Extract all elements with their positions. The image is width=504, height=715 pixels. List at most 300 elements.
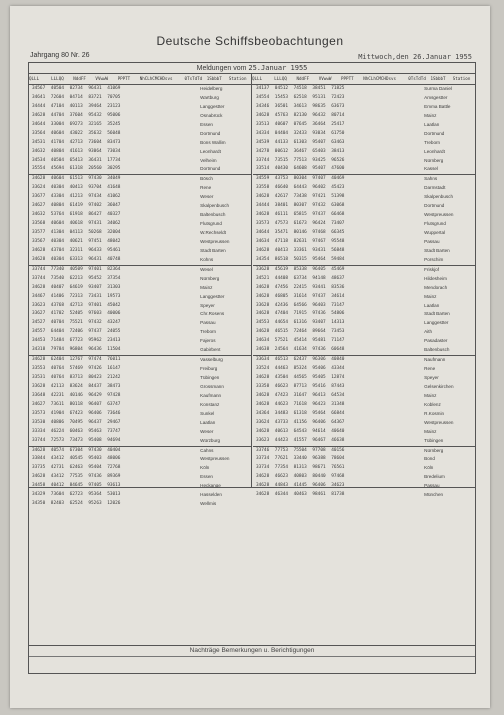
data-cell [161, 94, 180, 103]
data-cell [123, 284, 142, 293]
data-cell: 11504 [107, 347, 121, 353]
data-cell [385, 220, 404, 229]
data-cell: 34628 [256, 375, 270, 380]
data-cell: 46515 [274, 329, 289, 335]
data-cell: 50315 [293, 256, 307, 262]
data-cell: 96424 [312, 221, 326, 227]
station-name: Skalpenbusch [424, 194, 454, 200]
data-cell: 34628 [256, 284, 270, 290]
data-cell: 93425 [312, 157, 326, 163]
data-cell [403, 157, 422, 166]
data-cell [347, 284, 366, 293]
station-name: Emma Battle [424, 103, 451, 109]
data-cell [161, 491, 180, 500]
data-cell: 85338 [293, 266, 307, 272]
data-cell [385, 473, 404, 482]
data-cell: 70705 [107, 94, 121, 100]
data-cell: 34627 [32, 401, 46, 407]
data-cell: 33734 [256, 456, 270, 462]
data-cell: 40604 [50, 176, 65, 182]
data-cell: 36464 [312, 121, 326, 127]
data-cell [179, 464, 198, 473]
data-cell: 73473 [69, 437, 83, 443]
data-cell: 47404 [274, 311, 289, 317]
data-cell: 41069 [107, 86, 121, 91]
station-name: Westpreussen [424, 212, 454, 218]
data-cell [179, 94, 198, 103]
data-cell: 40618 [69, 221, 83, 227]
data-cell [123, 266, 142, 275]
data-cell: 34531 [32, 139, 46, 145]
data-cell [385, 419, 404, 428]
data-cell: 57469 [69, 366, 83, 372]
data-cell: 33735 [32, 465, 46, 471]
data-cell [179, 165, 198, 174]
data-cell [403, 337, 422, 346]
data-cell: 63068 [331, 203, 345, 209]
station-name: Dortmund [424, 130, 445, 136]
station-name: Passau [200, 320, 216, 326]
data-cell [123, 346, 142, 355]
station-name: Flutsgrund [200, 221, 222, 227]
station-name: Stadt Barten [200, 247, 226, 253]
data-cell [403, 419, 422, 428]
data-cell: 34554 [256, 94, 270, 100]
data-cell: 87443 [331, 383, 345, 389]
data-cell [123, 447, 142, 456]
data-cell: 83721 [88, 94, 102, 100]
data-cell: 96407 [88, 401, 102, 407]
data-cell: 83713 [69, 375, 83, 380]
data-cell: 62723 [69, 492, 83, 498]
data-cell [161, 346, 180, 355]
table-row [253, 229, 475, 238]
table-row [253, 211, 475, 220]
data-cell: 47600 [331, 166, 345, 172]
data-cell: 94148 [312, 275, 326, 281]
data-cell [142, 121, 161, 130]
table-row [253, 112, 475, 121]
station-name: Naufmann [424, 357, 446, 363]
data-cell [347, 238, 366, 247]
data-cell: 32433 [293, 130, 307, 136]
data-cell: 34628 [256, 194, 270, 200]
data-cell: 33624 [32, 185, 46, 191]
data-cell: 59484 [331, 256, 345, 262]
table-row [29, 383, 251, 392]
data-cell: 41904 [50, 410, 65, 416]
data-cell [142, 184, 161, 193]
data-cell: 75504 [293, 447, 307, 453]
data-cell: 34628 [256, 247, 270, 253]
column-header: VVwwW [95, 76, 109, 81]
data-cell: 46513 [274, 357, 289, 363]
data-cell: 43344 [331, 366, 345, 372]
station-name: Gabirbent [200, 347, 221, 353]
data-cell: 33844 [32, 456, 46, 462]
data-cell [403, 428, 422, 437]
data-cell: 12026 [107, 501, 121, 507]
data-cell [385, 383, 404, 392]
data-cell [366, 165, 385, 174]
data-cell [366, 428, 385, 437]
data-cell [179, 346, 198, 355]
data-cell [385, 392, 404, 401]
data-cell [179, 275, 198, 284]
data-cell [366, 392, 385, 401]
data-cell: 82130 [293, 112, 307, 118]
data-cell [385, 310, 404, 319]
data-cell: 96429 [88, 392, 102, 398]
data-cell [161, 337, 180, 346]
data-cell: 31348 [331, 401, 345, 407]
data-cell: 96403 [312, 302, 326, 308]
station-name: Grossmann [200, 383, 224, 389]
data-cell: 34613 [293, 103, 307, 109]
data-cell: 62213 [69, 275, 83, 281]
data-cell [161, 148, 180, 157]
data-cell [142, 473, 161, 482]
data-cell: 95407 [312, 139, 326, 145]
data-cell [123, 302, 142, 311]
station-name: Laatlan [424, 121, 440, 127]
data-cell: 34350 [32, 501, 46, 507]
station-name: Westpreussen [424, 419, 454, 425]
data-cell [385, 428, 404, 437]
data-cell: 96388 [312, 456, 326, 462]
data-cell [123, 374, 142, 383]
data-cell: 41634 [293, 347, 307, 353]
data-cell [385, 85, 404, 94]
data-cell [161, 184, 180, 193]
data-cell [161, 428, 180, 437]
station-name: Passau [424, 483, 440, 489]
station-name: Rene [200, 185, 212, 191]
data-cell: 46623 [274, 474, 289, 480]
data-cell: 34634 [256, 238, 270, 244]
data-cell: 66844 [331, 410, 345, 416]
station-name: Amsgestter [424, 94, 448, 100]
data-cell: 40621 [69, 238, 83, 244]
data-cell [403, 310, 422, 319]
column-header: Dsvs [162, 76, 173, 81]
data-cell: 96431 [88, 86, 102, 91]
table-row [29, 464, 251, 473]
data-cell [366, 157, 385, 166]
data-cell: 72406 [69, 329, 83, 335]
data-cell: 93613 [107, 483, 121, 489]
table-row [29, 346, 251, 355]
data-cell [403, 229, 422, 238]
data-cell [179, 247, 198, 256]
data-cell: 73604 [88, 139, 102, 145]
table-row [253, 256, 475, 265]
data-cell: 54806 [331, 311, 345, 317]
station-name: Heidelberg [200, 86, 223, 91]
data-cell: 33623 [256, 437, 270, 443]
data-cell: 65403 [312, 148, 326, 154]
data-cell [161, 266, 180, 275]
data-cell: 80307 [293, 203, 307, 209]
data-cell [161, 455, 180, 464]
data-cell: 40764 [50, 366, 65, 372]
station-name: Vasselburg [200, 357, 223, 363]
data-cell: 80304 [293, 176, 307, 182]
station-name: Sunkel [200, 410, 215, 416]
data-cell [161, 256, 180, 265]
table-row [29, 202, 251, 211]
table-row [253, 284, 475, 293]
data-cell [403, 275, 422, 284]
data-cell: 40840 [331, 357, 345, 363]
data-cell [403, 184, 422, 193]
data-cell [347, 184, 366, 193]
data-cell: 64534 [331, 392, 345, 398]
data-cell [179, 121, 198, 130]
data-cell: 51398 [331, 194, 345, 200]
data-cell: 40803 [293, 474, 307, 480]
data-cell: 33564 [32, 130, 46, 136]
table-row [29, 310, 251, 319]
table-row [253, 473, 475, 482]
data-cell [142, 266, 161, 275]
station-name: Nürnberg [200, 275, 220, 281]
data-cell: 42436 [274, 302, 289, 308]
data-cell: 98461 [312, 492, 326, 498]
table-row [29, 148, 251, 157]
data-cell: 34467 [32, 293, 46, 299]
data-cell: 22415 [293, 284, 307, 290]
data-cell [161, 165, 180, 174]
data-cell [385, 401, 404, 410]
table-row [253, 346, 475, 355]
station-name: Mainz [424, 293, 437, 299]
data-cell: 45414 [293, 338, 307, 344]
data-cell: 43504 [274, 375, 289, 380]
page-title: Deutsche Schiffsbeobachtungen [156, 34, 344, 48]
data-cell: 43022 [69, 130, 83, 136]
data-cell: 33624 [256, 419, 270, 425]
table-bottom-rule [29, 487, 475, 488]
data-cell: 96406 [312, 483, 326, 489]
table-row [29, 247, 251, 256]
station-name: Treborn [200, 329, 217, 335]
station-name: Leonhardt [424, 148, 445, 154]
table-row [253, 455, 475, 464]
data-cell: 33628 [32, 383, 46, 389]
data-cell: 64367 [331, 419, 345, 425]
station-name: Baltenbusch [200, 212, 226, 218]
data-cell [142, 284, 161, 293]
data-cell: 29467 [107, 419, 121, 425]
data-cell: 33734 [256, 465, 270, 471]
data-cell: 33334 [32, 428, 46, 434]
data-cell: 34644 [32, 121, 46, 127]
data-cell [142, 455, 161, 464]
data-cell [123, 157, 142, 166]
data-cell [385, 437, 404, 446]
data-cell: 45469 [331, 266, 345, 272]
data-cell [161, 121, 180, 130]
data-cell: 07645 [293, 121, 307, 127]
data-cell [123, 256, 142, 265]
station-name: München [424, 492, 444, 498]
data-cell [161, 419, 180, 428]
data-cell: 45694 [50, 166, 65, 172]
data-cell: 97437 [312, 293, 326, 299]
data-cell [347, 319, 366, 328]
data-cell [366, 473, 385, 482]
data-cell: 82403 [50, 501, 65, 507]
data-cell: 97434 [88, 194, 102, 200]
data-cell: 44423 [274, 437, 289, 443]
data-cell [142, 328, 161, 337]
station-name: Mendorach [424, 284, 448, 290]
data-cell: 95408 [88, 437, 102, 443]
data-cell: 74518 [293, 86, 307, 91]
data-cell [403, 130, 422, 139]
station-name: R.Kosmin [424, 410, 445, 416]
table-row [253, 202, 475, 211]
table-row [29, 374, 251, 383]
data-cell: 40463 [293, 492, 307, 498]
data-cell [403, 437, 422, 446]
table-row [29, 437, 251, 446]
data-cell [123, 121, 142, 130]
station-name: Hasselden [200, 492, 222, 498]
data-cell: 97436 [88, 474, 102, 480]
data-cell [347, 392, 366, 401]
data-cell: 93704 [88, 185, 102, 191]
data-cell: 64608 [293, 166, 307, 172]
data-cell [366, 139, 385, 148]
table-row [29, 446, 251, 456]
data-cell: 34346 [256, 103, 270, 109]
data-cell [142, 464, 161, 473]
table-row [253, 410, 475, 419]
data-cell [403, 473, 422, 482]
data-cell: 34628 [32, 247, 46, 253]
issue-date: Mittwoch,den 26.Januar 1955 [358, 53, 472, 61]
data-cell [366, 121, 385, 130]
data-cell: 40327 [107, 212, 121, 218]
station-name: Bons Wallim [200, 139, 226, 145]
table-row [253, 238, 475, 247]
data-cell [347, 328, 366, 337]
data-cell [142, 247, 161, 256]
station-name: Freiburg [200, 366, 218, 372]
data-cell: 63673 [331, 103, 345, 109]
data-cell: 44408 [274, 275, 289, 281]
data-cell: 43753 [274, 176, 289, 182]
data-cell: 35471 [274, 230, 289, 235]
data-cell: 34628 [256, 401, 270, 407]
data-cell: 33530 [32, 419, 46, 425]
data-cell: 42617 [274, 194, 289, 200]
data-cell: 34334 [256, 130, 270, 136]
data-cell [179, 229, 198, 238]
data-cell: 67723 [69, 338, 83, 344]
data-cell: 33567 [32, 238, 46, 244]
data-cell: 34453 [32, 338, 46, 344]
data-cell [366, 130, 385, 139]
data-cell [347, 337, 366, 346]
data-cell [161, 284, 180, 293]
data-cell: 96804 [69, 347, 83, 353]
data-cell [403, 455, 422, 464]
data-cell [142, 193, 161, 202]
data-cell [366, 337, 385, 346]
data-cell [179, 437, 198, 446]
data-cell: 34557 [32, 329, 46, 335]
column-header: NddFF [73, 76, 86, 81]
data-cell [385, 165, 404, 174]
data-cell: 98635 [312, 103, 326, 109]
data-cell: 34632 [32, 212, 46, 218]
data-cell [366, 112, 385, 121]
data-cell: 93407 [88, 284, 102, 290]
data-cell: 39464 [88, 103, 102, 109]
data-cell: 77753 [274, 447, 289, 453]
data-cell: 38473 [107, 383, 121, 389]
table-row [253, 374, 475, 383]
station-name: Wuppertal [424, 230, 446, 235]
data-cell [403, 346, 422, 355]
data-cell: 71618 [293, 401, 307, 407]
data-cell: 78604 [331, 456, 345, 462]
data-cell: 97437 [88, 329, 102, 335]
data-cell: 34628 [256, 492, 270, 498]
data-cell [161, 383, 180, 392]
data-cell [161, 103, 180, 112]
data-cell: 96467 [312, 437, 326, 443]
data-cell: 35245 [107, 121, 121, 127]
data-cell [123, 85, 142, 94]
data-cell: 34559 [256, 176, 270, 182]
data-cell: 41648 [107, 185, 121, 191]
data-cell [179, 211, 198, 220]
data-cell: 73438 [293, 194, 307, 200]
data-cell [347, 211, 366, 220]
station-name: Mainz [424, 392, 437, 398]
data-cell [179, 473, 198, 482]
data-cell: 56048 [107, 130, 121, 136]
data-cell: 34628 [32, 112, 46, 118]
data-cell: 71825 [331, 86, 345, 91]
data-cell: 80118 [69, 401, 83, 407]
data-cell [385, 491, 404, 500]
data-cell: 95464 [312, 256, 326, 262]
station-name: Wesel [200, 266, 213, 272]
data-cell: 73646 [107, 410, 121, 416]
data-cell [366, 94, 385, 103]
data-cell: 47423 [274, 392, 289, 398]
data-cell [161, 85, 180, 94]
data-cell: 63734 [293, 275, 307, 281]
station-name: Westpreussen [200, 456, 230, 462]
data-cell [385, 302, 404, 311]
station-name: Bond [424, 456, 435, 462]
data-cell: 96402 [312, 185, 326, 191]
data-cell: 41062 [107, 194, 121, 200]
station-name: Bredelium [424, 474, 445, 480]
data-cell: 33744 [32, 266, 46, 272]
data-cell: 34539 [256, 139, 270, 145]
data-cell: 41445 [293, 483, 307, 489]
data-cell: 41406 [50, 293, 65, 299]
data-cell [123, 356, 142, 365]
data-cell: 40156 [331, 447, 345, 453]
